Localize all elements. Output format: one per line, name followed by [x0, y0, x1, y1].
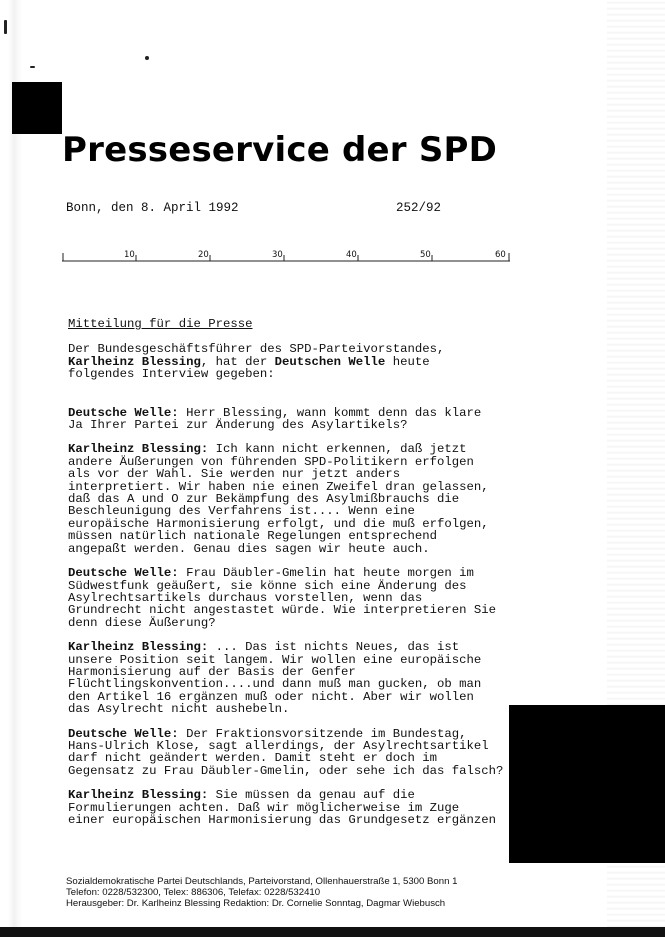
ruler-label: 10 [124, 250, 135, 260]
intro-paragraph [68, 343, 508, 380]
typewriter-ruler [62, 250, 510, 262]
text-line: als vor der Wahl. Sie werden nur jetzt anders [68, 467, 401, 482]
ruler-label: 60 [495, 250, 506, 260]
interviewee-name: Karlheinz Blessing [68, 354, 201, 369]
text-line: den Artikel 16 ergänzen muß oder nicht. Aber wir wollen [68, 689, 474, 704]
letterhead-footer [66, 876, 457, 910]
text-fragment: , hat der [200, 354, 275, 369]
text-line: Gegensatz zu Frau Däubler-Gmelin, oder sehe ich das falsch? [68, 763, 504, 778]
text-line: unsere Position seit langem. Wir wollen eine europäische [68, 652, 482, 667]
text-line: Asylrechtsartikels durchaus vorstellen, wenn das [68, 590, 423, 605]
text-line: andere Äußerungen von führenden SPD-Politikern erfolgen [68, 454, 474, 469]
text-line: daß das A und O zur Bekämpfung des Asylmißbrauchs die [68, 492, 460, 507]
scan-edge-left [0, 0, 22, 937]
interview-paragraph [68, 789, 508, 826]
text-line: Beschleunigung des Verfahrens ist.... Wenn eine [68, 504, 415, 519]
text-line: europäische Harmonisierung erfolgt, und die muß erfolgen, [68, 516, 489, 531]
scan-speck [4, 20, 7, 34]
section-heading: Mitteilung für die Presse [68, 317, 253, 331]
scan-black-mark-top-left [12, 82, 62, 134]
text-line [68, 443, 508, 455]
text-line [68, 789, 508, 801]
broadcaster-name: Deutschen Welle [274, 354, 386, 369]
ruler-label: 30 [272, 250, 283, 260]
speaker-label: Karlheinz Blessing: [68, 640, 209, 655]
text-line: Flüchtlingskonvention....und dann muß man gucken, ob man [68, 677, 482, 692]
text-fragment: Frau Däubler-Gmelin hat heute morgen im [178, 566, 474, 581]
text-line: einer europäischen Harmonisierung das Grundgesetz ergänzen [68, 813, 497, 827]
page-title: Presseservice der SPD [62, 130, 498, 170]
text-line: das Asylrecht nicht aushebeln. [68, 702, 290, 717]
dateline: Bonn, den 8. April 1992 [66, 201, 239, 215]
speaker-label: Karlheinz Blessing: [68, 788, 209, 803]
interview-paragraph [68, 567, 508, 629]
text-line: interpretiert. Wir haben nie einen Zweifel dran gelassen, [68, 479, 489, 494]
footer-address: Sozialdemokratische Partei Deutschlands, Parteivorstand, Ollenhauerstraße 1, 5300 Bonn 1 [66, 876, 458, 887]
speaker-label: Deutsche Welle: [68, 405, 179, 420]
text-line: Harmonisierung auf der Basis der Genfer [68, 664, 356, 679]
text-fragment: Sie müssen da genau auf die [208, 788, 415, 803]
interview-paragraph [68, 443, 508, 555]
text-line: denn diese Äußerung? [68, 615, 216, 630]
text-line: Der Bundesgeschäftsführer des SPD-Parteivorstandes, [68, 342, 445, 357]
text-fragment: Herr Blessing, wann kommt denn das klare [178, 405, 482, 420]
text-line: Ja Ihrer Partei zur Änderung des Asylartikels? [68, 418, 408, 433]
text-fragment: Ich kann nicht erkennen, daß jetzt [208, 442, 467, 457]
ruler-label: 40 [346, 250, 357, 260]
footer-editors: Herausgeber: Dr. Karlheinz Blessing Redaktion: Dr. Cornelie Sonntag, Dagmar Wiebusch [66, 898, 446, 910]
ruler-label: 20 [198, 250, 209, 260]
scan-speck [145, 56, 149, 60]
interview-paragraph [68, 728, 508, 778]
text-line: Hans-Ulrich Klose, sagt allerdings, der Asylrechtsartikel [68, 738, 489, 753]
text-fragment: Der Fraktionsvorsitzende im Bundestag, [178, 726, 467, 741]
scan-edge-bottom [0, 927, 665, 937]
interview-paragraph [68, 641, 508, 715]
speaker-label: Deutsche Welle: [68, 726, 179, 741]
release-number: 252/92 [396, 201, 442, 215]
speaker-label: Karlheinz Blessing: [68, 442, 209, 457]
footer-contact: Telefon: 0228/532300, Telex: 886306, Telefax: 0228/532410 [66, 887, 321, 899]
text-line [68, 641, 508, 653]
text-line [68, 567, 508, 579]
text-line: Formulierungen achten. Daß wir möglicherweise im Zuge [68, 800, 460, 815]
scan-black-mark-right [509, 705, 665, 863]
speaker-label: Deutsche Welle: [68, 566, 179, 581]
text-line: müssen natürlich nationale Regelungen entsprechend [68, 529, 437, 544]
text-line: Grundrecht nicht angestastet würde. Wie interpretieren Sie [68, 603, 497, 618]
text-line: angepaßt werden. Genau dies sagen wir heute auch. [68, 541, 430, 556]
ruler-label: 50 [420, 250, 431, 260]
text-line: folgendes Interview gegeben: [68, 367, 275, 382]
text-line: Südwestfunk geäußert, sie könne sich eine Änderung des [68, 578, 467, 593]
text-line: darf nicht geändert werden. Damit steht er doch im [68, 751, 437, 766]
scan-speck [30, 66, 35, 68]
text-fragment: heute [385, 354, 430, 369]
press-release-body [68, 318, 508, 826]
interview-paragraph [68, 407, 508, 432]
text-fragment: ... Das ist nichts Neues, das ist [208, 640, 460, 655]
